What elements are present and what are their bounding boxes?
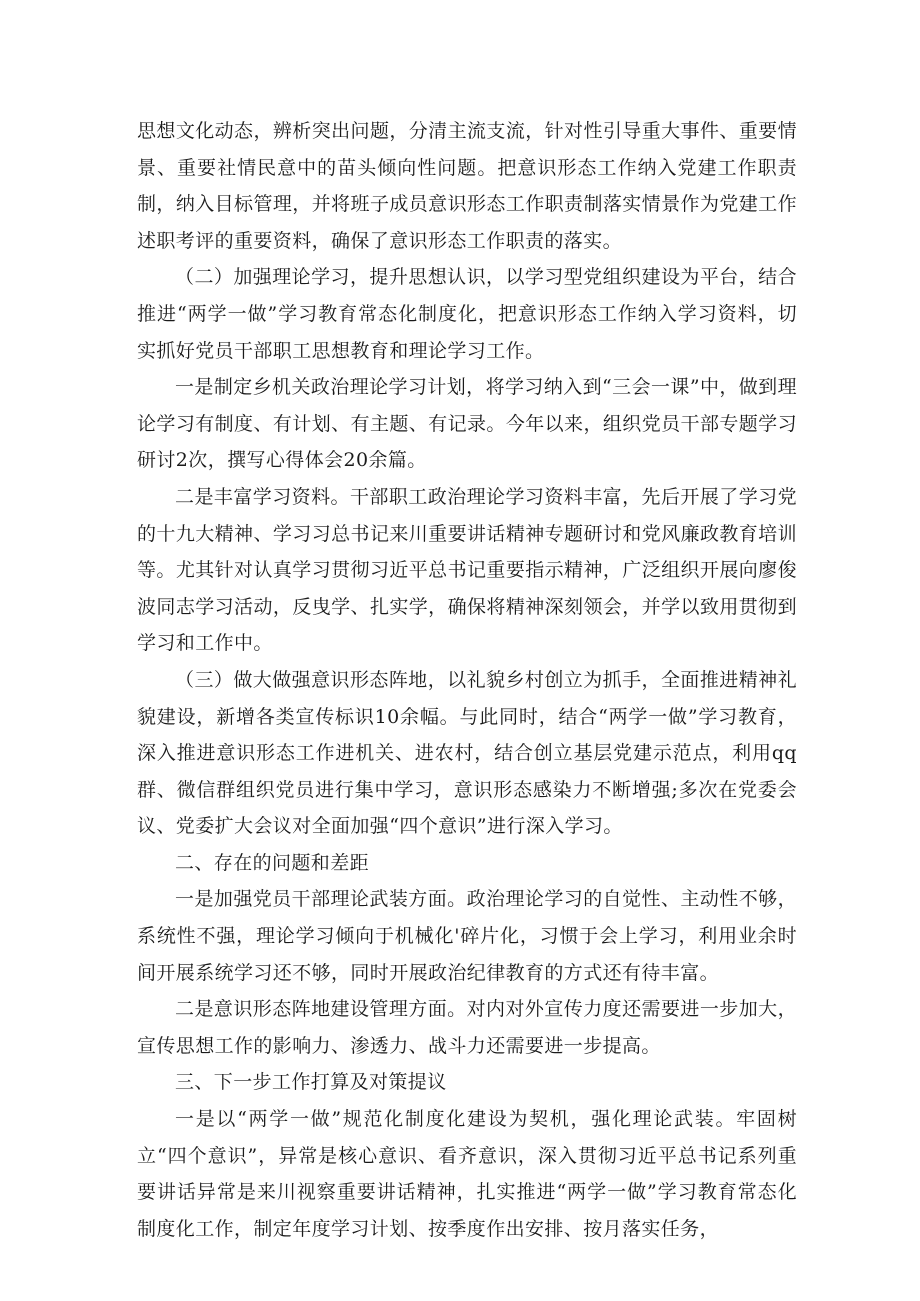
paragraph-ideology-front: （三）做大做强意识形态阵地，以礼貌乡村创立为抓手，全面推进精神礼貌建设，新增各类宣传标识10余幅。与此同时，结合“两学一做”学习教育，深入推进意识形态工作进机关、进农村，结合创立基层党建示范点，利用qq群、微信群组织党员进行集中学习，意识形态感染力不断增强;多次在党委会议、党委扩大会议对全面加强“四个意识”进行深入学习。 [137,668,797,838]
paragraph-problem-theory: 一是加强党员干部理论武装方面。政治理论学习的自觉性、主动性不够，系统性不强，理论学习倾向于机械化'碎片化，习惯于会上学习，利用业余时间开展系统学习还不够，同时开展政治纪律教育的方式还有待丰富。 [137,888,797,984]
section-heading-problems: 二、存在的问题和差距 [175,851,370,874]
paragraph-ideology-duty: 思想文化动态，辨析突出问题，分清主流支流，针对性引导重大事件、重要情景、重要社情民意中的苗头倾向性问题。把意识形态工作纳入党建工作职责制，纳入目标管理，并将班子成员意识形态工作职责制落实情景作为党建工作述职考评的重要资料，确保了意识形态工作职责的落实。 [137,120,797,252]
paragraph-study-materials: 二是丰富学习资料。干部职工政治理论学习资料丰富，先后开展了学习党的十九大精神、学习习总书记来川重要讲话精神专题研讨和党风廉政教育培训等。尤其针对认真学习贯彻习近平总书记重要指示精神，广泛组织开展向廖俊波同志学习活动，反曳学、扎实学，确保将精神深刻领会，并学以致用贯彻到学习和工作中。 [137,485,797,655]
section-heading-next-steps: 三、下一步工作打算及对策提议 [175,1071,447,1094]
paragraph-theory-study: （二）加强理论学习，提升思想认识，以学习型党组织建设为平台，结合推进“两学一做”学习教育常态化制度化，把意识形态工作纳入学习资料，切实抓好党员干部职工思想教育和理论学习工作。 [137,266,797,362]
paragraph-next-step-one: 一是以“两学一做”规范化制度化建设为契机，强化理论武装。牢固树立“四个意识”，异常是核心意识、看齐意识，深入贯彻习近平总书记系列重要讲话异常是来川视察重要讲话精神，扎实推进“两学一做”学习教育常态化制度化工作，制定年度学习计划、按季度作出安排、按月落实任务， [137,1108,797,1240]
paragraph-study-plan: 一是制定乡机关政治理论学习计划，将学习纳入到“三会一课”中，做到理论学习有制度、有计划、有主题、有记录。今年以来，组织党员干部专题学习研讨2次，撰写心得体会20余篇。 [137,376,797,472]
document-body [137,113,797,1247]
paragraph-problem-front: 二是意识形态阵地建设管理方面。对内对外宣传力度还需要进一步加大，宣传思想工作的影响力、渗透力、战斗力还需要进一步提高。 [137,998,797,1057]
